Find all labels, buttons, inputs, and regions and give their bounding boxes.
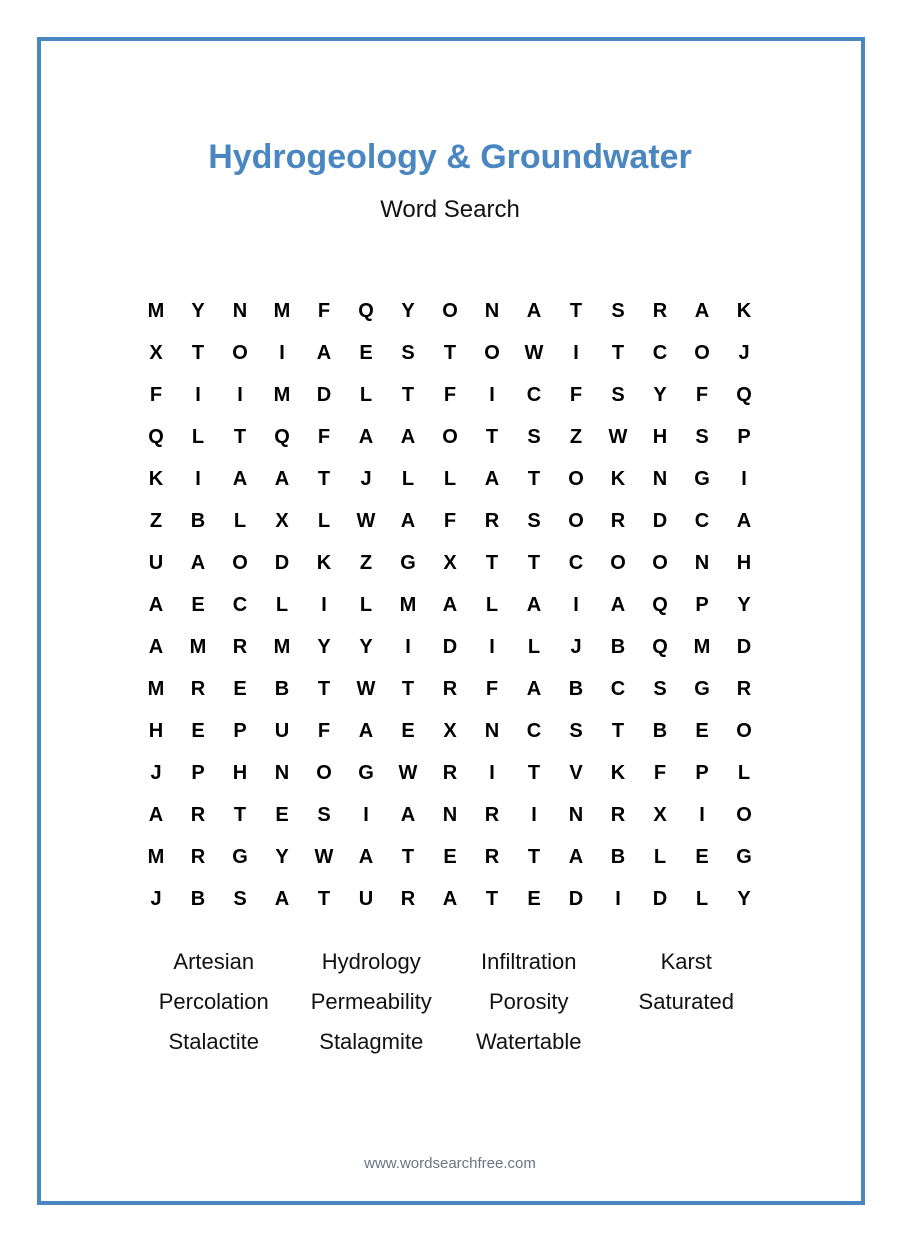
grid-letter[interactable]: I	[405, 635, 411, 658]
grid-letter[interactable]: J	[150, 761, 162, 784]
grid-letter[interactable]: I	[237, 383, 243, 406]
grid-letter[interactable]: Y	[275, 845, 289, 868]
grid-letter[interactable]: T	[317, 677, 331, 700]
grid-letter[interactable]: I	[741, 467, 747, 490]
grid-letter[interactable]: O	[736, 719, 752, 742]
grid-letter[interactable]: L	[275, 593, 289, 616]
grid-letter[interactable]: F	[317, 719, 331, 742]
word-list-item: Porosity	[489, 989, 569, 1014]
grid-letter[interactable]: A	[526, 299, 542, 322]
grid-letter[interactable]: I	[573, 341, 579, 364]
grid-letter[interactable]: D	[274, 551, 290, 574]
grid-letter[interactable]: H	[652, 425, 668, 448]
grid-letter[interactable]: T	[569, 299, 583, 322]
word-list	[135, 942, 765, 1062]
grid-letter[interactable]: I	[531, 803, 537, 826]
word-list-item: Stalactite	[168, 1029, 259, 1054]
grid-letter[interactable]: W	[608, 425, 628, 448]
grid-letter[interactable]: T	[233, 803, 247, 826]
grid-letter[interactable]: O	[484, 341, 500, 364]
grid-letter[interactable]: I	[699, 803, 705, 826]
word-list-item: Watertable	[475, 1029, 582, 1054]
grid-letter[interactable]: I	[489, 635, 495, 658]
grid-letter[interactable]: R	[610, 803, 626, 826]
grid-letter[interactable]: L	[191, 425, 205, 448]
grid-letter[interactable]: S	[569, 719, 583, 742]
grid-letter[interactable]: C	[610, 677, 626, 700]
grid-letter[interactable]: A	[358, 425, 374, 448]
grid-letter[interactable]: G	[694, 677, 710, 700]
grid-letter[interactable]: S	[233, 887, 247, 910]
grid-letter[interactable]: R	[190, 845, 206, 868]
grid-letter[interactable]: A	[400, 509, 416, 532]
grid-letter[interactable]: A	[568, 845, 584, 868]
grid-letter[interactable]: Y	[359, 635, 373, 658]
grid-letter[interactable]: R	[736, 677, 752, 700]
grid-letter[interactable]: S	[317, 803, 331, 826]
grid-letter[interactable]: A	[526, 677, 542, 700]
grid-letter[interactable]: T	[485, 887, 499, 910]
grid-letter[interactable]: O	[694, 341, 710, 364]
grid-letter[interactable]: O	[442, 299, 458, 322]
grid-letter[interactable]: A	[526, 593, 542, 616]
grid-letter[interactable]: C	[568, 551, 584, 574]
grid-letter[interactable]: N	[274, 761, 290, 784]
grid-letter[interactable]: O	[232, 341, 248, 364]
grid-letter[interactable]: M	[273, 299, 291, 322]
grid-letter[interactable]: G	[358, 761, 374, 784]
grid-letter[interactable]: R	[232, 635, 248, 658]
grid-letter[interactable]: G	[400, 551, 416, 574]
grid-letter[interactable]: O	[316, 761, 332, 784]
grid-letter[interactable]: X	[443, 719, 457, 742]
grid-letter[interactable]: I	[279, 341, 285, 364]
grid-letter[interactable]: E	[233, 677, 247, 700]
grid-letter[interactable]: S	[695, 425, 709, 448]
grid-letter[interactable]: E	[695, 719, 709, 742]
grid-letter[interactable]: M	[273, 383, 291, 406]
grid-letter[interactable]: W	[356, 509, 376, 532]
grid-letter[interactable]: A	[358, 719, 374, 742]
grid-letter[interactable]: K	[610, 467, 626, 490]
grid-letter[interactable]: Q	[358, 299, 374, 322]
grid-letter[interactable]: T	[611, 341, 625, 364]
grid-letter[interactable]: S	[527, 425, 541, 448]
grid-letter[interactable]: R	[484, 845, 500, 868]
grid-letter[interactable]: Q	[274, 425, 290, 448]
grid-letter[interactable]: A	[148, 803, 164, 826]
grid-letter[interactable]: A	[736, 509, 752, 532]
grid-letter[interactable]: E	[191, 719, 205, 742]
grid-letter[interactable]: M	[399, 593, 417, 616]
grid-letter[interactable]: A	[484, 467, 500, 490]
grid-letter[interactable]: L	[359, 383, 373, 406]
grid-letter[interactable]: Y	[317, 635, 331, 658]
grid-letter[interactable]: F	[149, 383, 163, 406]
grid-letter[interactable]: B	[568, 677, 584, 700]
grid-letter[interactable]: O	[610, 551, 626, 574]
grid-letter[interactable]: L	[737, 761, 751, 784]
grid-letter[interactable]: B	[190, 887, 206, 910]
grid-letter[interactable]: F	[653, 761, 667, 784]
grid-letter[interactable]: Q	[148, 425, 164, 448]
grid-letter[interactable]: I	[489, 383, 495, 406]
grid-letter[interactable]: O	[442, 425, 458, 448]
grid-letter[interactable]: K	[316, 551, 332, 574]
grid-letter[interactable]: E	[443, 845, 457, 868]
grid-letter[interactable]: B	[610, 635, 626, 658]
grid-letter[interactable]: I	[615, 887, 621, 910]
footer-url[interactable]: www.wordsearchfree.com	[364, 1155, 536, 1172]
grid-letter[interactable]: Y	[653, 383, 667, 406]
grid-letter[interactable]: Z	[569, 425, 583, 448]
grid-letter[interactable]: W	[398, 761, 418, 784]
grid-letter[interactable]: B	[190, 509, 206, 532]
grid-letter[interactable]: D	[652, 509, 668, 532]
grid-letter[interactable]: J	[150, 887, 162, 910]
grid-letter[interactable]: T	[527, 761, 541, 784]
grid-letter[interactable]: A	[148, 635, 164, 658]
grid-letter[interactable]: T	[611, 719, 625, 742]
grid-letter[interactable]: R	[484, 803, 500, 826]
grid-letter[interactable]: Q	[652, 593, 668, 616]
grid-letter[interactable]: T	[317, 467, 331, 490]
grid-letter[interactable]: P	[191, 761, 205, 784]
grid-letter[interactable]: O	[568, 509, 584, 532]
grid-letter[interactable]: T	[443, 341, 457, 364]
grid-letter[interactable]: Y	[737, 593, 751, 616]
grid-letter[interactable]: H	[232, 761, 248, 784]
grid-letter[interactable]: T	[401, 677, 415, 700]
grid-letter[interactable]: M	[693, 635, 711, 658]
grid-letter[interactable]: Z	[149, 509, 163, 532]
grid-letter[interactable]: U	[358, 887, 374, 910]
grid-letter[interactable]: A	[274, 887, 290, 910]
grid-letter[interactable]: W	[524, 341, 544, 364]
grid-letter[interactable]: L	[401, 467, 415, 490]
grid-letter[interactable]: D	[736, 635, 752, 658]
grid-letter[interactable]: A	[400, 803, 416, 826]
grid-letter[interactable]: J	[570, 635, 582, 658]
grid-letter[interactable]: F	[485, 677, 499, 700]
grid-letter[interactable]: C	[526, 719, 542, 742]
grid-letter[interactable]: E	[275, 803, 289, 826]
grid-letter[interactable]: J	[738, 341, 750, 364]
grid-letter[interactable]: J	[360, 467, 372, 490]
grid-letter[interactable]: M	[147, 299, 165, 322]
grid-letter[interactable]: R	[190, 803, 206, 826]
grid-letter[interactable]: P	[233, 719, 247, 742]
word-list-item: Artesian	[173, 949, 255, 974]
grid-letter[interactable]: I	[195, 383, 201, 406]
word-list-item: Percolation	[158, 989, 269, 1014]
grid-letter[interactable]: B	[652, 719, 668, 742]
grid-letter[interactable]: I	[363, 803, 369, 826]
grid-letter[interactable]: E	[695, 845, 709, 868]
grid-letter[interactable]: T	[485, 551, 499, 574]
word-list-item: Stalagmite	[319, 1029, 424, 1054]
grid-letter[interactable]: R	[484, 509, 500, 532]
grid-letter[interactable]: S	[611, 299, 625, 322]
word-list-item: Hydrology	[321, 949, 421, 974]
grid-letter[interactable]: A	[190, 551, 206, 574]
word-list-item: Permeability	[310, 989, 432, 1014]
grid-letter[interactable]: W	[314, 845, 334, 868]
word-list-item: Infiltration	[481, 949, 577, 974]
grid-letter[interactable]: A	[442, 887, 458, 910]
word-list-item: Karst	[660, 949, 712, 974]
grid-letter[interactable]: S	[611, 383, 625, 406]
grid-letter[interactable]: A	[316, 341, 332, 364]
grid-letter[interactable]: X	[653, 803, 667, 826]
grid-letter[interactable]: T	[527, 551, 541, 574]
grid-letter[interactable]: R	[442, 761, 458, 784]
grid-letter[interactable]: D	[316, 383, 332, 406]
grid-letter[interactable]: S	[653, 677, 667, 700]
grid-letter[interactable]: C	[694, 509, 710, 532]
grid-letter[interactable]: E	[401, 719, 415, 742]
grid-letter[interactable]: U	[274, 719, 290, 742]
grid-letter[interactable]: F	[317, 299, 331, 322]
grid-letter[interactable]: Y	[401, 299, 415, 322]
grid-letter[interactable]: O	[568, 467, 584, 490]
grid-letter[interactable]: A	[358, 845, 374, 868]
grid-letter[interactable]: R	[610, 509, 626, 532]
grid-letter[interactable]: Q	[736, 383, 752, 406]
grid-letter[interactable]: F	[569, 383, 583, 406]
grid-letter[interactable]: L	[233, 509, 247, 532]
page-subtitle: Word Search	[380, 196, 520, 223]
grid-letter[interactable]: L	[695, 887, 709, 910]
grid-letter[interactable]: L	[443, 467, 457, 490]
grid-letter[interactable]: R	[652, 299, 668, 322]
grid-letter[interactable]: M	[147, 845, 165, 868]
grid-letter[interactable]: T	[317, 887, 331, 910]
word-list-item: Saturated	[638, 989, 734, 1014]
grid-letter[interactable]: T	[527, 845, 541, 868]
grid-letter[interactable]: G	[232, 845, 248, 868]
grid-letter[interactable]: B	[610, 845, 626, 868]
grid-letter[interactable]: M	[273, 635, 291, 658]
grid-letter[interactable]: A	[232, 467, 248, 490]
grid-letter[interactable]: O	[232, 551, 248, 574]
grid-letter[interactable]: K	[610, 761, 626, 784]
grid-letter[interactable]: T	[485, 425, 499, 448]
page-title: Hydrogeology & Groundwater	[208, 138, 692, 176]
grid-letter[interactable]: C	[526, 383, 542, 406]
grid-letter[interactable]: K	[148, 467, 164, 490]
grid-letter[interactable]: R	[442, 677, 458, 700]
grid-letter[interactable]: L	[653, 845, 667, 868]
grid-letter[interactable]: T	[527, 467, 541, 490]
grid-letter[interactable]: I	[321, 593, 327, 616]
grid-letter[interactable]: D	[652, 887, 668, 910]
grid-letter[interactable]: L	[317, 509, 331, 532]
grid-letter[interactable]: A	[148, 593, 164, 616]
grid-letter[interactable]: Z	[359, 551, 373, 574]
grid-letter[interactable]: H	[148, 719, 164, 742]
grid-letter[interactable]: A	[694, 299, 710, 322]
grid-letter[interactable]: L	[485, 593, 499, 616]
grid-letter[interactable]: X	[149, 341, 163, 364]
grid-letter[interactable]: S	[401, 341, 415, 364]
grid-letter[interactable]: F	[443, 383, 457, 406]
grid-letter[interactable]: G	[736, 845, 752, 868]
grid-letter[interactable]: W	[356, 677, 376, 700]
grid-letter[interactable]: D	[568, 887, 584, 910]
grid-letter[interactable]: L	[527, 635, 541, 658]
grid-letter[interactable]: A	[400, 425, 416, 448]
grid-letter[interactable]: O	[652, 551, 668, 574]
grid-letter[interactable]: L	[359, 593, 373, 616]
grid-letter[interactable]: X	[443, 551, 457, 574]
grid-letter[interactable]: I	[195, 467, 201, 490]
grid-letter[interactable]: B	[274, 677, 290, 700]
grid-letter[interactable]: A	[442, 593, 458, 616]
grid-letter[interactable]: A	[274, 467, 290, 490]
grid-letter[interactable]: T	[233, 425, 247, 448]
grid-letter[interactable]: N	[694, 551, 710, 574]
grid-letter[interactable]: F	[695, 383, 709, 406]
grid-letter[interactable]: P	[695, 761, 709, 784]
grid-letter[interactable]: F	[443, 509, 457, 532]
grid-letter[interactable]: I	[573, 593, 579, 616]
grid-letter[interactable]: Y	[737, 887, 751, 910]
grid-letter[interactable]: M	[189, 635, 207, 658]
letter-grid	[135, 290, 765, 920]
grid-letter[interactable]: A	[610, 593, 626, 616]
grid-letter[interactable]: N	[442, 803, 458, 826]
grid-letter[interactable]: C	[232, 593, 248, 616]
grid-letter[interactable]: H	[736, 551, 752, 574]
grid-letter[interactable]: K	[736, 299, 752, 322]
grid-letter[interactable]: G	[694, 467, 710, 490]
grid-letter[interactable]: M	[147, 677, 165, 700]
grid-letter[interactable]: F	[317, 425, 331, 448]
grid-letter[interactable]: T	[191, 341, 205, 364]
grid-letter[interactable]: P	[695, 593, 709, 616]
grid-letter[interactable]: R	[400, 887, 416, 910]
grid-letter[interactable]: I	[489, 761, 495, 784]
grid-letter[interactable]: V	[569, 761, 583, 784]
grid-letter[interactable]: E	[527, 887, 541, 910]
grid-letter[interactable]: N	[484, 299, 500, 322]
grid-letter[interactable]: U	[148, 551, 164, 574]
grid-letter[interactable]: C	[652, 341, 668, 364]
grid-letter[interactable]: E	[359, 341, 373, 364]
grid-letter[interactable]: Q	[652, 635, 668, 658]
grid-letter[interactable]: O	[736, 803, 752, 826]
grid-letter[interactable]: Y	[191, 299, 205, 322]
grid-letter[interactable]: T	[401, 845, 415, 868]
grid-letter[interactable]: N	[568, 803, 584, 826]
grid-letter[interactable]: N	[484, 719, 500, 742]
grid-letter[interactable]: E	[191, 593, 205, 616]
grid-letter[interactable]: D	[442, 635, 458, 658]
grid-letter[interactable]: T	[401, 383, 415, 406]
grid-letter[interactable]: P	[737, 425, 751, 448]
grid-letter[interactable]: N	[652, 467, 668, 490]
grid-letter[interactable]: R	[190, 677, 206, 700]
grid-letter[interactable]: S	[527, 509, 541, 532]
grid-letter[interactable]: X	[275, 509, 289, 532]
grid-letter[interactable]: N	[232, 299, 248, 322]
